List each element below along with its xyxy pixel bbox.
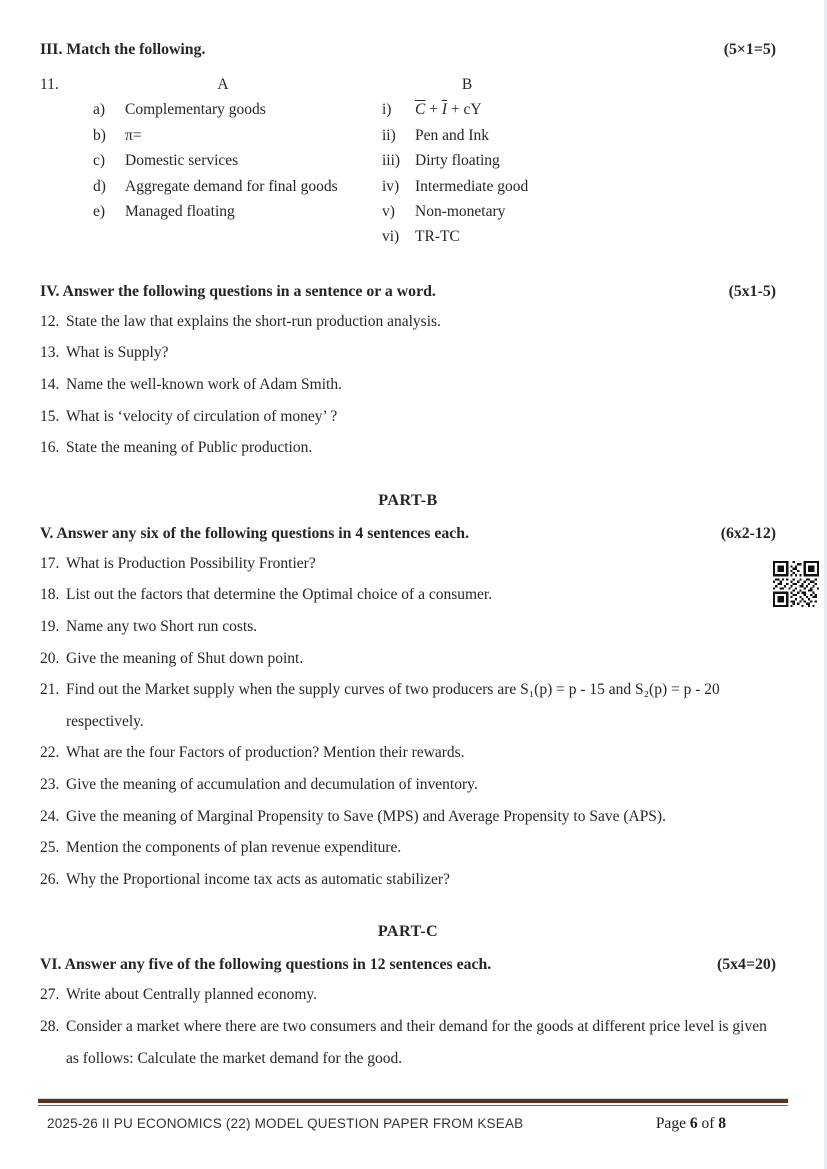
item-text: Pen and Ink bbox=[415, 126, 490, 144]
part-c-heading: PART-C bbox=[377, 922, 439, 941]
footer-rule-thick bbox=[38, 1098, 788, 1103]
footer-rule-thin bbox=[38, 1105, 788, 1106]
footer-paper-title: 2025-26 II PU ECONOMICS (22) MODEL QUESTION PAPER FROM KSEAB bbox=[47, 1116, 524, 1131]
match-item-b bbox=[93, 123, 382, 148]
match-item-d bbox=[93, 174, 382, 199]
section-vi-header bbox=[40, 955, 776, 975]
match-item-c bbox=[93, 148, 382, 173]
question-28: 28. Consider a market where there are two consumers and their demand for the goods at different price level is given as follows: Calculate the market demand for the good. bbox=[40, 1017, 767, 1067]
page-number-indicator: Page 6 of 8 bbox=[655, 1115, 726, 1132]
item-label: d) bbox=[93, 177, 106, 195]
section-vi-marks: (5x4=20) bbox=[716, 956, 776, 974]
match-item-vi bbox=[382, 224, 776, 249]
section-iii-header bbox=[40, 40, 776, 60]
section-vi-title: VI. Answer any five of the following questions in 12 sentences each. bbox=[40, 956, 492, 974]
question-18: 18. List out the factors that determine the Optimal choice of a consumer. bbox=[40, 586, 493, 604]
item-label: ii) bbox=[382, 126, 396, 144]
qr-code-image bbox=[771, 561, 821, 607]
question-12: 12. State the law that explains the short-run production analysis. bbox=[40, 312, 441, 330]
question-20: 20. Give the meaning of Shut down point. bbox=[40, 649, 304, 667]
section-v-header bbox=[40, 524, 776, 544]
qr-code-icon bbox=[771, 561, 821, 607]
item-text: Complementary goods bbox=[125, 101, 266, 119]
section-iii-title: III. Match the following. bbox=[40, 41, 206, 58]
question-23: 23. Give the meaning of accumulation and decumulation of inventory. bbox=[40, 775, 478, 793]
question-17: 17. What is Production Possibility Frontier? bbox=[40, 554, 316, 572]
question-number: 11. bbox=[40, 76, 59, 93]
item-label: c) bbox=[93, 152, 106, 170]
item-label: i) bbox=[382, 101, 392, 119]
item-label: a) bbox=[93, 101, 106, 119]
item-label: b) bbox=[93, 126, 106, 144]
match-item-ii bbox=[382, 123, 776, 148]
question-22: 22. What are the four Factors of production? Mention their rewards. bbox=[40, 744, 465, 762]
part-b-heading: PART-B bbox=[378, 490, 438, 509]
section-iv-questions bbox=[40, 306, 776, 464]
page-footer bbox=[38, 1098, 788, 1133]
section-iv-marks: (5x1-5) bbox=[728, 282, 776, 300]
match-item-v bbox=[382, 199, 776, 224]
match-item-a bbox=[93, 97, 382, 122]
question-14: 14. Name the well-known work of Adam Smith. bbox=[40, 376, 342, 394]
item-text: Managed floating bbox=[125, 203, 235, 221]
match-item-e bbox=[93, 199, 382, 224]
section-v-questions bbox=[40, 548, 776, 896]
match-item-iv bbox=[382, 174, 776, 199]
question-26: 26. Why the Proportional income tax acts as automatic stabilizer? bbox=[40, 870, 450, 888]
match-item-iii bbox=[382, 148, 776, 173]
match-item-i bbox=[382, 97, 776, 122]
section-v-marks: (6x2-12) bbox=[720, 524, 776, 542]
item-text: Non-monetary bbox=[415, 203, 506, 221]
item-text: Aggregate demand for final goods bbox=[125, 177, 338, 195]
section-v-title: V. Answer any six of the following questions in 4 sentences each. bbox=[40, 524, 470, 542]
section-iv-title: IV. Answer the following questions in a sentence or a word. bbox=[40, 282, 436, 300]
match-question-11 bbox=[40, 72, 776, 250]
question-15: 15. What is ‘velocity of circulation of money’ ? bbox=[40, 407, 338, 425]
question-13: 13. What is Supply? bbox=[40, 344, 169, 362]
section-iv-header bbox=[40, 282, 776, 302]
item-label: iv) bbox=[382, 177, 400, 195]
item-label: e) bbox=[93, 203, 106, 221]
column-b-header: B bbox=[461, 76, 473, 93]
section-vi-questions bbox=[40, 979, 776, 1074]
question-16: 16. State the meaning of Public production. bbox=[40, 439, 313, 457]
item-label: iii) bbox=[382, 152, 401, 170]
item-label: vi) bbox=[382, 228, 400, 246]
item-text: π= bbox=[125, 126, 142, 144]
section-iii-marks: (5×1=5) bbox=[723, 41, 776, 58]
item-text: TR-TC bbox=[415, 228, 460, 246]
question-21: 21. Find out the Market supply when the supply curves of two producers are S₁(p) = p - 15 and S₂(p) = p - 20 respectively. bbox=[40, 681, 720, 730]
question-19: 19. Name any two Short run costs. bbox=[40, 618, 258, 635]
question-27: 27. Write about Centrally planned economy. bbox=[40, 986, 318, 1004]
question-24: 24. Give the meaning of Marginal Propensity to Save (MPS) and Average Propensity to Save (APS). bbox=[40, 807, 666, 825]
column-a-header: A bbox=[217, 76, 229, 93]
item-text: Intermediate good bbox=[415, 177, 529, 195]
item-label: v) bbox=[382, 203, 395, 221]
item-text: Domestic services bbox=[125, 152, 239, 170]
item-text: Dirty floating bbox=[415, 152, 500, 170]
consumption-function-formula: $\overline{C} + \overline{I}$ + cY bbox=[415, 101, 482, 119]
question-25: 25. Mention the components of plan revenue expenditure. bbox=[40, 839, 402, 857]
